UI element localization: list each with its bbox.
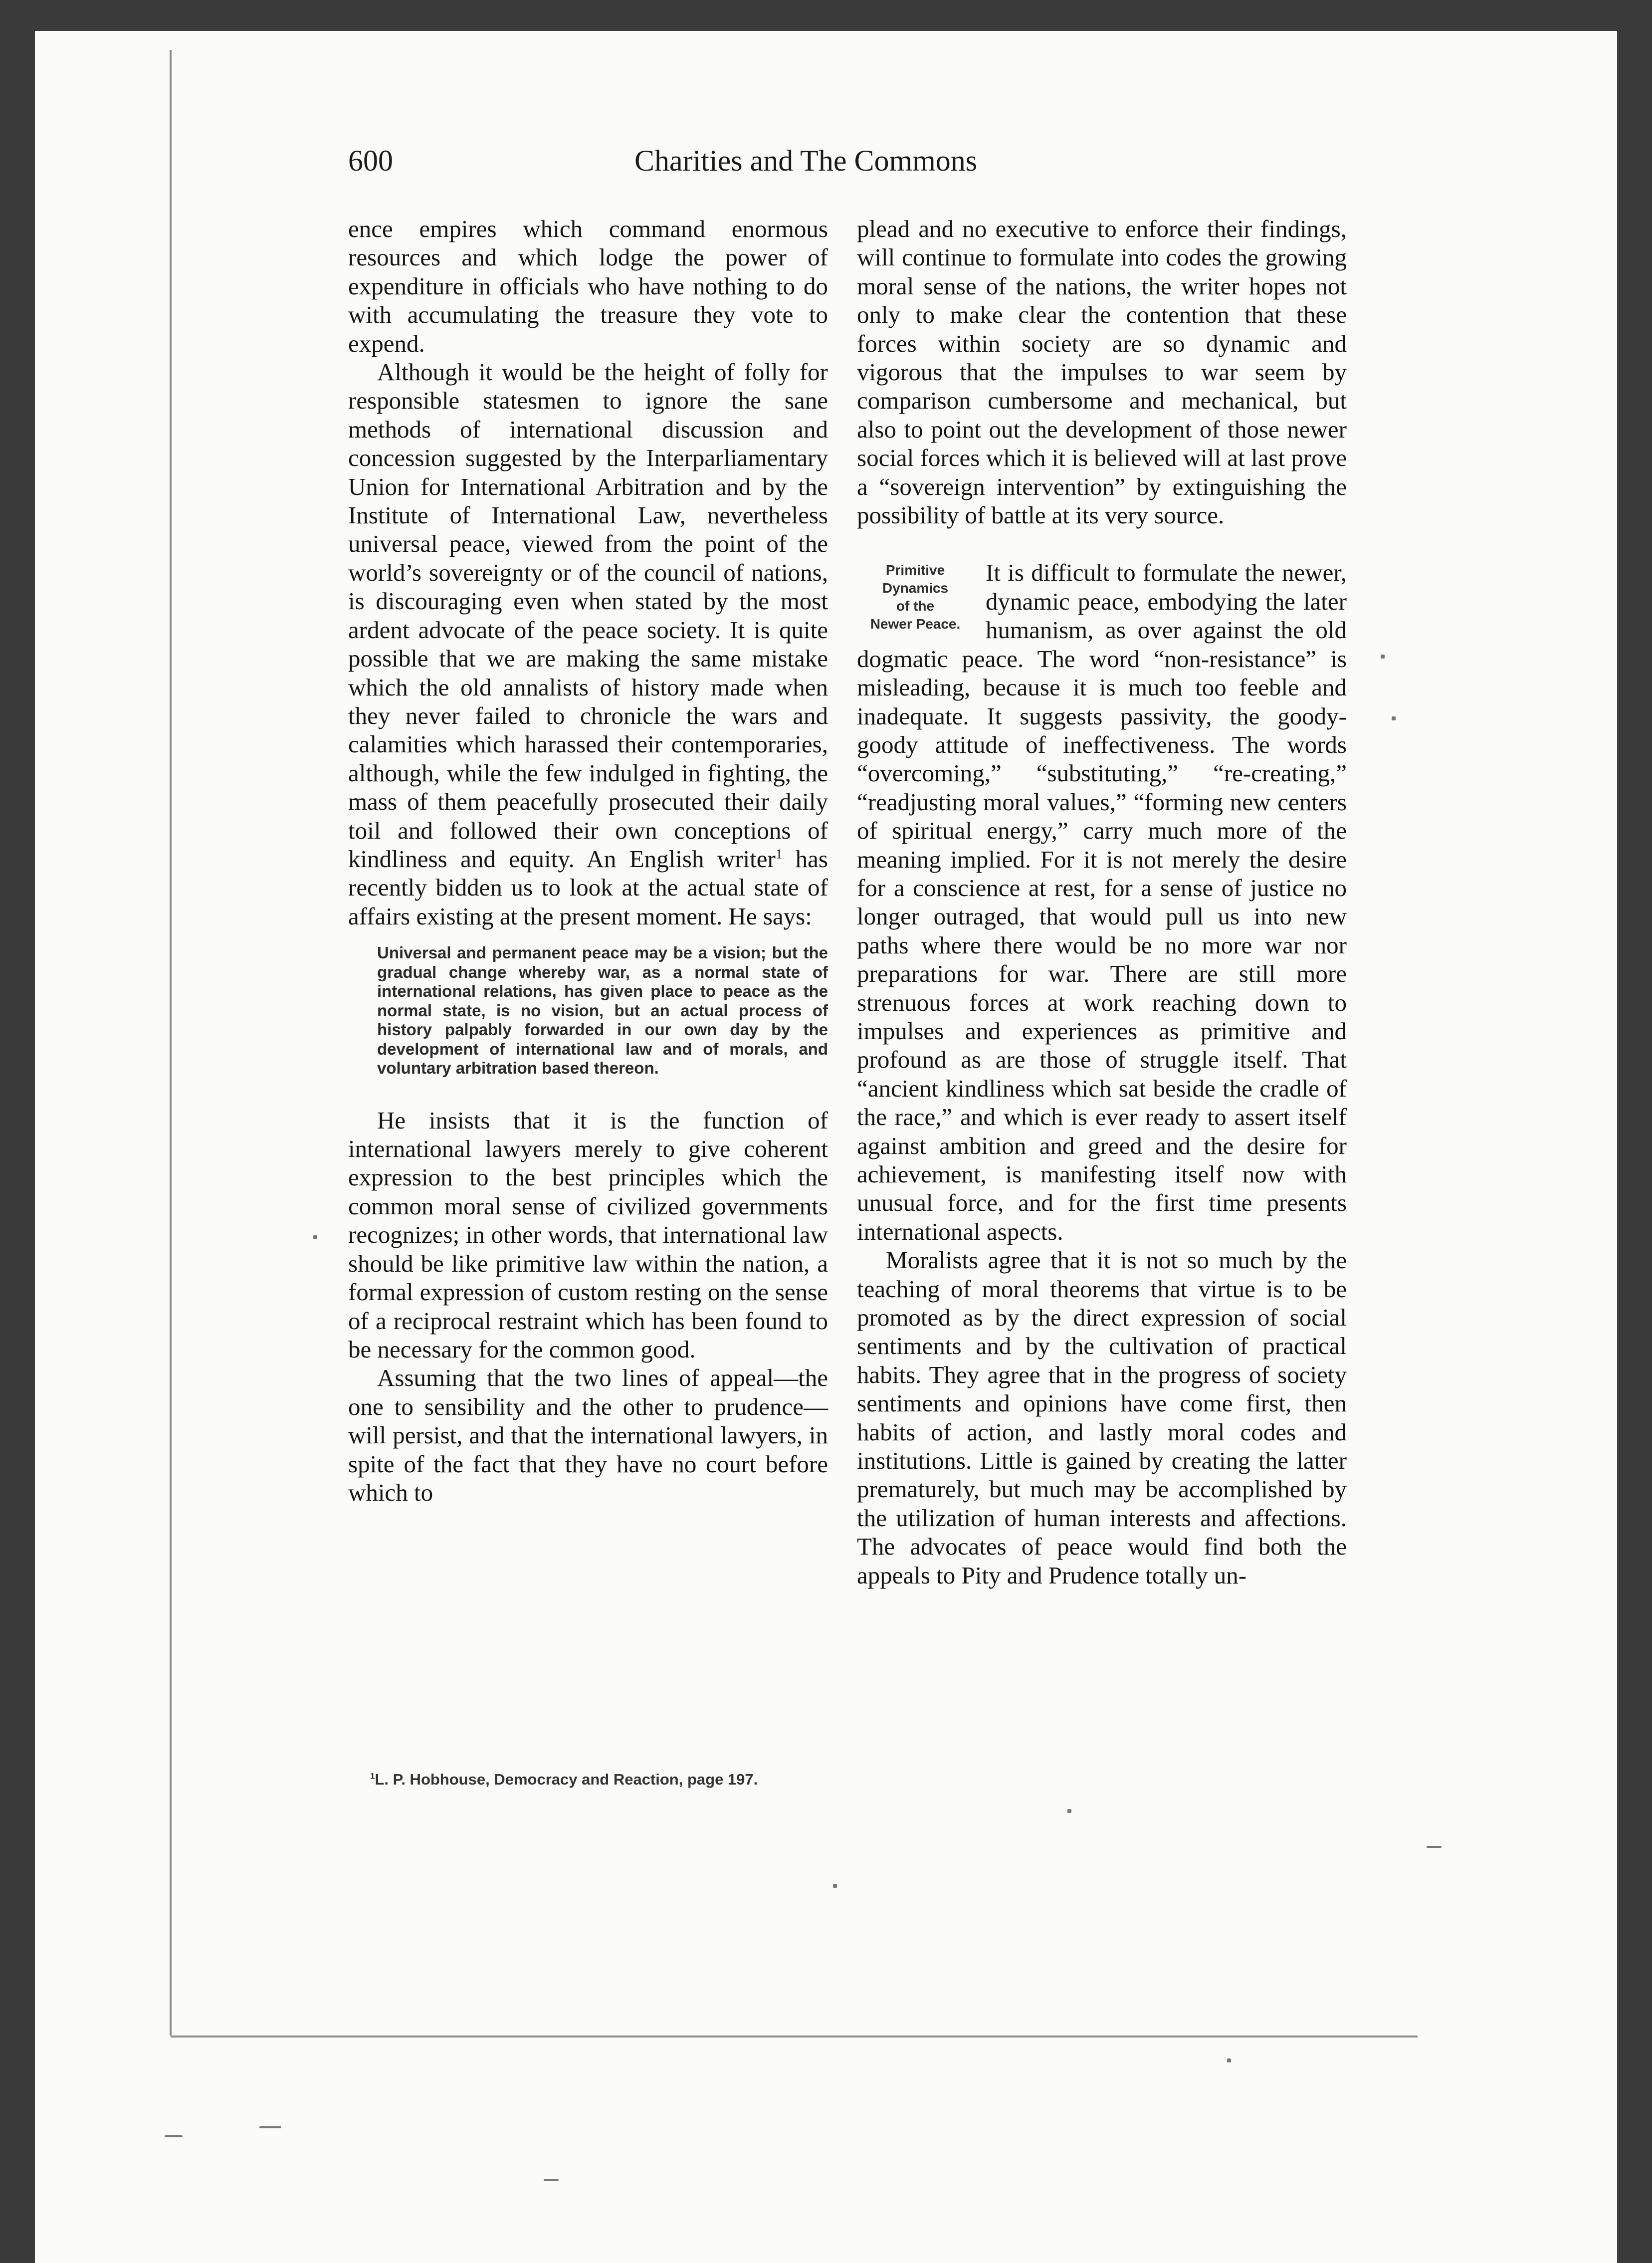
- paragraph: Assuming that the two lines of appeal—the one to sensibility and the other to prudence—will persist, and that the international lawyers, in spite of the fact that they have no court before which to: [348, 1364, 828, 1506]
- footnote-text: L. P. Hobhouse, Democracy and Reaction, page 197.: [375, 1771, 758, 1788]
- margin-sidenote: [857, 561, 974, 633]
- page-header: [348, 144, 1351, 189]
- scan-speck: [544, 2179, 559, 2181]
- paragraph-text: Although it would be the height of folly for responsible statesmen to ignore the sane methods of international discussion and concession suggested by the Interparliamentary Union for International Arbitration and by the Institute of International Law, nevertheless universal peace, viewed from the point of the world’s sovereignty or of the council of nations, is discouraging even when stated by the most ardent advocate of the peace society. It is quite possible that we are making the same mistake which the old annalists of history made when they never failed to chronicle the wars and calamities which harassed their contemporaries, although, while the few indulged in fighting, the mass of them peacefully prosecuted their daily toil and followed their own conceptions of kindliness and equity. An English writer: [348, 358, 828, 873]
- scan-speck: [1227, 2058, 1231, 2062]
- sidenote-line: Newer Peace.: [870, 616, 961, 632]
- paragraph: plead and no executive to enforce their findings, will continue to formulate into codes the growing moral sense of the nations, the writer hopes not only to make clear the contention that these forces within society are so dynamic and vigorous that the impulses to war seem by comparison cumbersome and mechanical, but also to point out the development of those newer social forces which it is believed will at last prove a “sovereign intervention” by extinguishing the possibility of battle at its very source.: [857, 215, 1347, 529]
- scan-speck: [259, 2126, 281, 2128]
- scan-speck: [313, 1235, 317, 1239]
- sidenote-line: Dynamics: [882, 580, 949, 596]
- paragraph-text-continued: has recently bidden us to look at the actual state of affairs existing at the present moment. He says:: [348, 845, 828, 930]
- sidenote-line: Primitive: [885, 562, 945, 578]
- running-title: Charities and The Commons: [634, 144, 978, 177]
- scan-speck: [165, 2135, 183, 2137]
- left-column: [348, 215, 828, 1507]
- paragraph: ence empires which command enormous resources and which lodge the power of expenditure in officials who have nothing to do with accumulating the treasure they vote to expend.: [348, 215, 828, 357]
- scan-frame-bottom-edge: [171, 2036, 1418, 2037]
- scan-speck: [1392, 716, 1396, 720]
- footnote: [370, 1770, 848, 1789]
- paragraph: He insists that it is the function of international lawyers merely to give coherent expression to the best principles which the common moral sense of civilized governments recognizes; in other words, that international law should be like primitive law within the nation, a formal expression of custom resting on the sense of a reciprocal restraint which has been found to be necessary for the common good.: [348, 1106, 828, 1363]
- page-number: 600: [348, 144, 393, 177]
- paragraph: It is difficult to formulate the newer, dynamic peace, embodying the later humanism, as over against the old dogmatic peace. The word “non-resistance” is misleading, because it is much too feeble and inadequate. It suggests passivity, the goody-goody attitude of ineffectiveness. The words “overcoming,” “substituting,” “re-creating,” “readjusting moral values,” “forming new centers of spiritual energy,” carry much more of the meaning implied. For it is not merely the desire for a conscience at rest, for a sense of justice no longer outraged, that would pull us into new paths where there would be no more war nor preparations for war. There are still more strenuous forces at work reaching down to impulses and experiences as primitive and profound as are those of struggle itself. That “ancient kindliness which sat beside the cradle of the race,” and which is ever ready to assert itself against ambition and greed and the desire for achievement, is manifesting itself now with unusual force, and for the first time presents international aspects.: [857, 559, 1347, 1245]
- scan-speck: [833, 1884, 837, 1888]
- scan-speck: [1427, 1846, 1442, 1848]
- block-quote: Universal and permanent peace may be a vision; but the gradual change whereby war, as a normal state of international relations, has given place to peace as the normal state, is no vision, but an actual process of history palpably forwarded in our own day by the development of international law and of morals, and voluntary arbitration based thereon.: [377, 943, 828, 1078]
- scan-speck: [1067, 1809, 1071, 1813]
- scan-frame-left-edge: [170, 50, 172, 2036]
- footnote-marker: 1: [370, 1771, 375, 1781]
- paragraph: Moralists agree that it is not so much by the teaching of moral theorems that virtue is to be promoted as by the direct expression of social sentiments and by the cultivation of practical habits. They agree that in the progress of society sentiments and opinions have come first, then habits of action, and lastly moral codes and institutions. Little is gained by creating the latter prematurely, but much may be accomplished by the utilization of human interests and affections. The advocates of peace would find both the appeals to Pity and Prudence totally un-: [857, 1246, 1347, 1589]
- paragraph: [348, 358, 828, 930]
- right-column: [857, 215, 1347, 1589]
- sidenote-line: of the: [896, 598, 935, 614]
- scan-speck: [1381, 655, 1385, 659]
- footnote-reference: 1: [775, 846, 783, 862]
